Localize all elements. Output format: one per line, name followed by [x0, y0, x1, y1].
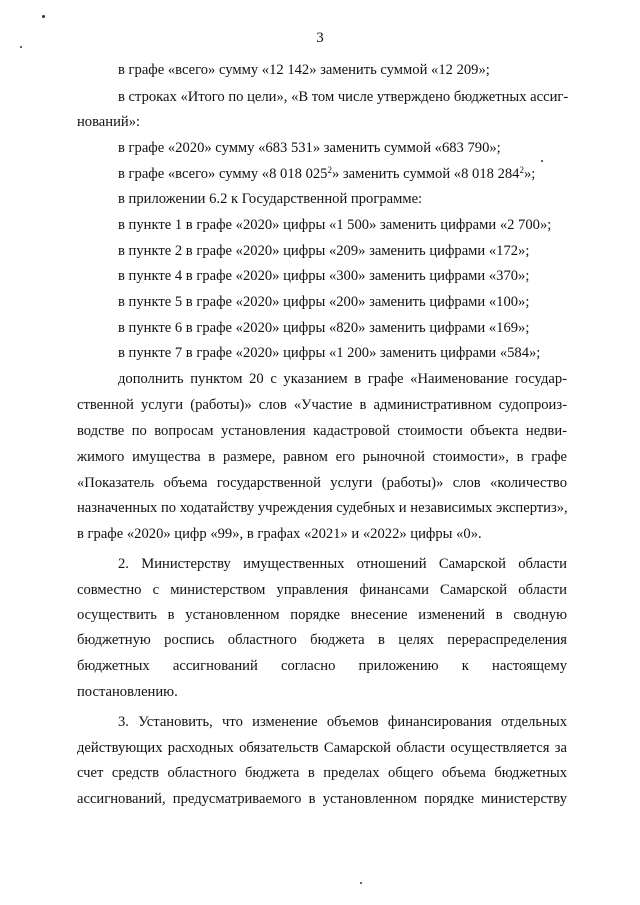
text-line: в пункте 5 в графе «2020» цифры «200» заменить цифрами «100»;	[118, 294, 530, 310]
text-line: водстве по вопросам установления кадастровой стоимости объекта недви-	[77, 423, 567, 439]
text-line: бюджетных ассигнований согласно приложению к настоящему	[77, 658, 567, 674]
text-line: 3. Установить, что изменение объемов финансирования отдельных	[118, 714, 567, 730]
text-line: совместно с министерством управления финансами Самарской области	[77, 582, 567, 598]
text-line: ственной услуги (работы)» слов «Участие в административном судопроиз-	[77, 397, 567, 413]
scan-speck	[360, 882, 362, 884]
text-line: 2. Министерству имущественных отношений Самарской области	[118, 556, 567, 572]
text-line: бюджетную роспись областного бюджета в целях перераспределения	[77, 632, 567, 648]
text-line: назначенных по ходатайству учреждения судебных и независимых экспертиз»,	[77, 500, 568, 516]
text-line: осуществить в установленном порядке внесение изменений в сводную	[77, 607, 567, 623]
text-line	[118, 166, 535, 183]
text-line: в графе «2020» сумму «683 531» заменить суммой «683 790»;	[118, 140, 501, 156]
text-line: действующих расходных обязательств Самарской области осуществляется за	[77, 740, 567, 756]
superscript: 2	[519, 165, 524, 175]
text-line: «Показатель объема государственной услуги (работы)» слов «количество	[77, 475, 567, 491]
text-line: в пункте 6 в графе «2020» цифры «820» заменить цифрами «169»;	[118, 320, 530, 336]
text-line: в пункте 2 в графе «2020» цифры «209» заменить цифрами «172»;	[118, 243, 530, 259]
text-line: ассигнований, предусматриваемого в установленном порядке министерству	[77, 791, 567, 807]
text-line: счет средств областного бюджета в пределах общего объема бюджетных	[77, 765, 567, 781]
text-line: в пункте 4 в графе «2020» цифры «300» заменить цифрами «370»;	[118, 268, 530, 284]
scan-speck	[541, 160, 543, 162]
text-line: в строках «Итого по цели», «В том числе утверждено бюджетных ассиг-	[118, 89, 569, 105]
scan-speck	[42, 15, 45, 18]
page-number: 3	[316, 30, 324, 46]
text-line: дополнить пунктом 20 с указанием в графе «Наименование государ-	[118, 371, 567, 387]
text-segment: »;	[523, 166, 536, 182]
text-line: в приложении 6.2 к Государственной программе:	[118, 191, 423, 207]
superscript: 2	[327, 165, 332, 175]
text-segment: в графе «всего» сумму «8 018 025	[118, 166, 328, 182]
text-line: в пункте 7 в графе «2020» цифры «1 200» заменить цифрами «584»;	[118, 345, 541, 361]
text-line: в пункте 1 в графе «2020» цифры «1 500» заменить цифрами «2 700»;	[118, 217, 552, 233]
text-segment: » заменить суммой «8 018 284	[331, 166, 520, 182]
text-line: нований»:	[77, 114, 141, 130]
text-line: в графе «2020» цифр «99», в графах «2021» и «2022» цифры «0».	[77, 526, 482, 542]
text-line: постановлению.	[77, 684, 178, 700]
text-line: в графе «всего» сумму «12 142» заменить суммой «12 209»;	[118, 62, 490, 78]
text-line: жимого имущества в размере, равном его рыночной стоимости», в графе	[77, 449, 567, 465]
